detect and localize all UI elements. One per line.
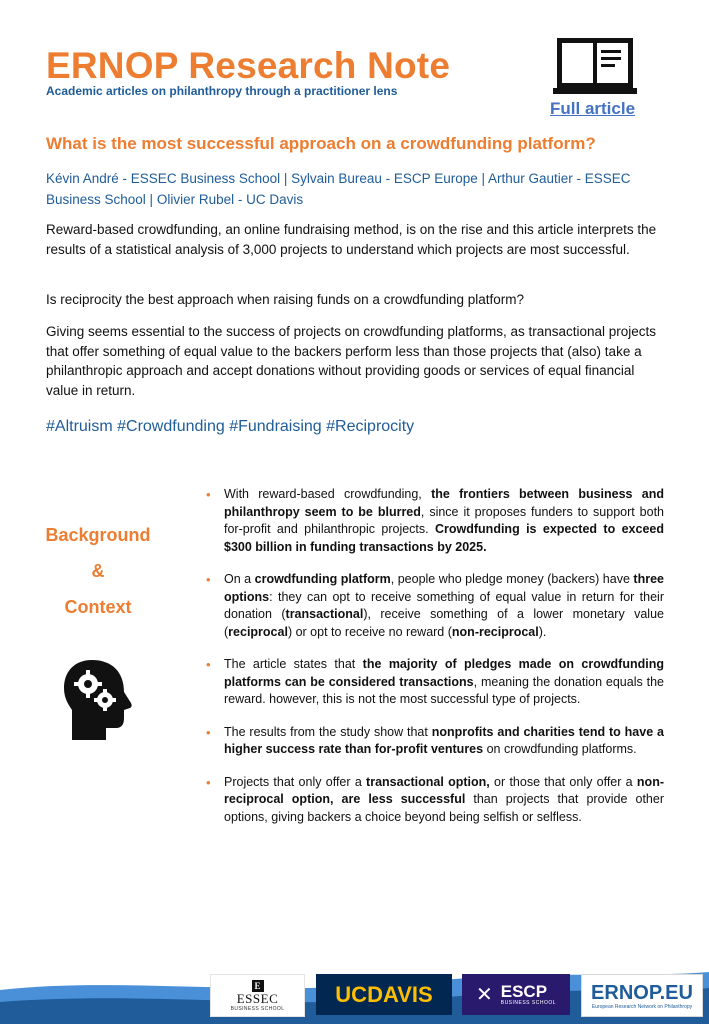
bullet-text: than projects that provide other options, giving backers a choice beyond being selfish or selfless. [224, 792, 664, 824]
authors: Kévin André - ESSEC Business School | Sylvain Bureau - ESCP Europe | Arthur Gautier - ESSEC Business School | Olivier Rubel - UC Davis [46, 171, 631, 207]
bullet-bold-text: transactional option, [366, 774, 490, 789]
bullet-text: , since it proposes funders to support both for-profit and philanthropic projects. [224, 504, 665, 536]
bullet-bold-text: the frontiers between business and philanthropy seem to be blurred [224, 487, 664, 519]
bullet-text: on crowdfunding platforms. [483, 742, 637, 756]
uc-davis-logo: UC DAVIS [316, 974, 452, 1015]
intro-paragraph: Reward-based crowdfunding, an online fundraising method, is on the rise and this article interprets the results of a statistical analysis of 3,000 projects to understand which projects are most successful. [46, 222, 657, 257]
page-subtitle: Academic articles on philanthropy through a practitioner lens [46, 84, 398, 98]
context-heading-ampersand: & [91, 561, 105, 581]
bullet-text: ), receive something of a lower monetary value ( [224, 607, 664, 639]
context-bullet [206, 571, 664, 641]
bullet-text: The article states that [224, 657, 363, 671]
bullet-text: : they can opt to receive something of equal value in return for their donation ( [224, 589, 664, 621]
bullet-text: With reward-based crowdfunding, [224, 487, 432, 501]
head-gears-icon [62, 658, 134, 742]
context-bullet [206, 486, 664, 556]
bullet-bold-text: crowdfunding platform [254, 572, 391, 586]
bullet-bold-text: Crowdfunding is expected to exceed $300 billion in funding transactions by 2025. [224, 522, 664, 554]
context-bullet [206, 656, 664, 709]
book-icon[interactable] [551, 34, 639, 98]
context-bullet-list [206, 486, 664, 841]
bullet-bold-text: nonprofits and charities tend to have a higher success rate than for-profit ventures [224, 724, 664, 756]
bullet-bold-text: transactional [285, 607, 364, 621]
article-question: What is the most successful approach on a crowdfunding platform? [46, 134, 596, 153]
bullet-bold-text: non-reciprocal option, are less successful [224, 774, 664, 806]
bullet-text: , meaning the donation equals the reward. however, this is not the most successful type of projects. [224, 674, 664, 706]
full-article-link[interactable]: Full article [550, 99, 636, 118]
bullet-text: , people who pledge money (backers) have [390, 572, 634, 586]
bullet-text: Projects that only offer a [224, 774, 367, 789]
bullet-text: ) or opt to receive no reward ( [287, 624, 452, 639]
bullet-text: ). [538, 624, 547, 639]
ernop-logo: ERNOP.EU European Research Network on Philanthropy [581, 974, 703, 1017]
context-bullet [206, 724, 664, 759]
question-paragraph: Is reciprocity the best approach when raising funds on a crowdfunding platform? [46, 292, 525, 307]
bullet-text: On a [224, 572, 255, 586]
essec-logo: E ESSEC BUSINESS SCHOOL [210, 974, 305, 1017]
context-heading-context: Context [64, 597, 132, 617]
summary-paragraph: Giving seems essential to the success of projects on crowdfunding platforms, as transactional projects that offer something of equal value to the backers perform less than those projects that (also) take a philanthropic approach and accept donations without providing goods or services of equal financial value in return. [46, 324, 657, 398]
context-bullet [206, 774, 664, 827]
bullet-text: The results from the study show that [224, 724, 432, 739]
hashtags: #Altruism #Crowdfunding #Fundraising #Reciprocity [46, 418, 415, 435]
bullet-bold-text: reciprocal [228, 624, 288, 639]
bullet-bold-text: non-reciprocal [451, 624, 539, 639]
bullet-bold-text: the majority of pledges made on crowdfunding platforms can be considered transactions [224, 657, 664, 689]
page-title: ERNOP Research Note [46, 45, 451, 86]
escp-logo: ✕ ESCP BUSINESS SCHOOL [462, 974, 570, 1015]
bullet-text: or those that only offer a [489, 774, 637, 789]
context-heading-background: Background [45, 525, 151, 545]
bullet-bold-text: three options [224, 572, 664, 604]
